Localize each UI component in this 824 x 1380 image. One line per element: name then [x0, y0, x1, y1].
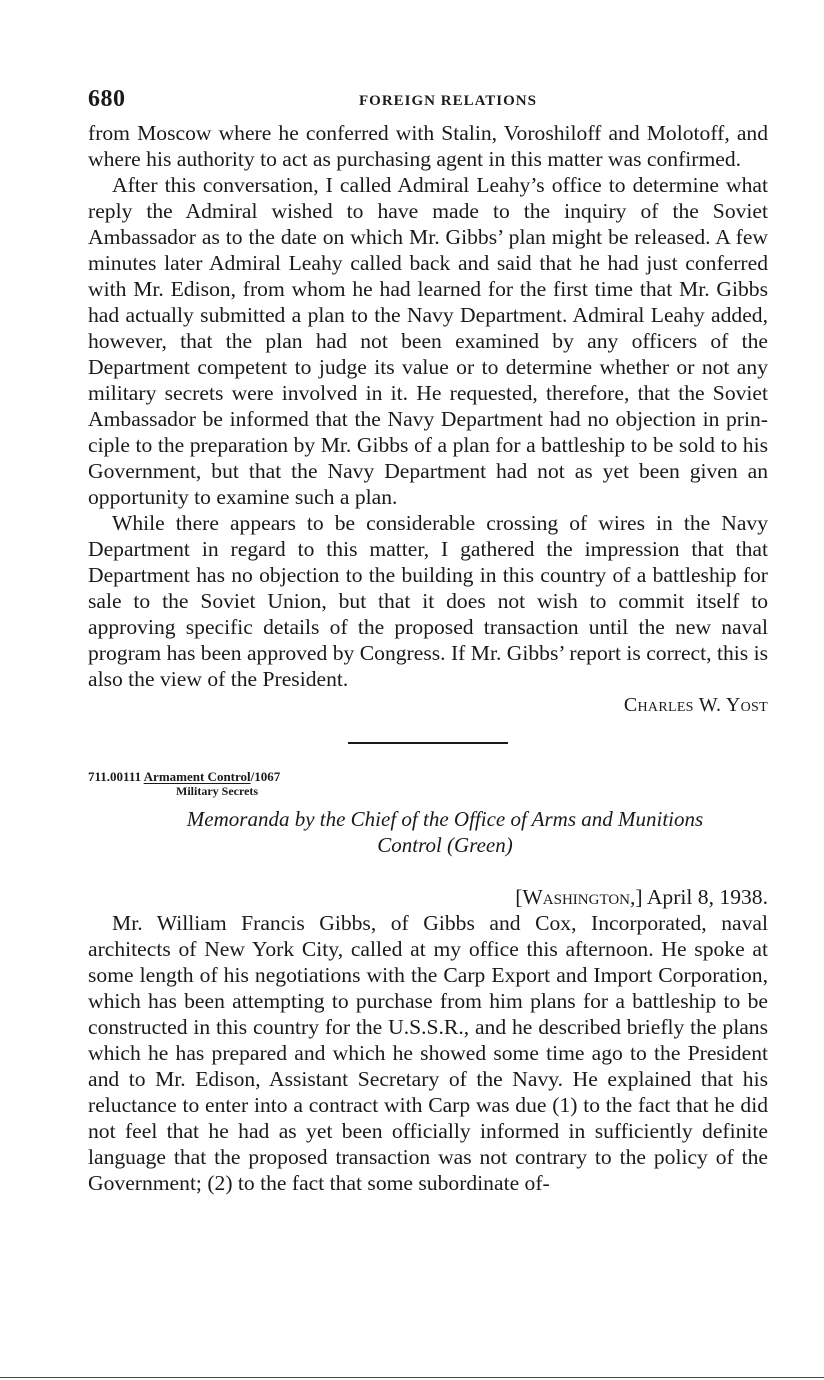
dateline: [88, 884, 768, 910]
paragraph: from Moscow where he conferred with Stalin, Voroshiloff and Molotoff, and where his authority to act as purchasing agent in this matter was confirmed.: [88, 121, 768, 171]
memo-title: [88, 806, 768, 858]
paragraph: Mr. William Francis Gibbs, of Gibbs and Cox, Incorporated, naval architects of New York City, called at my office this afternoon. He spoke at some length of his negotiations with the Carp Export and Import Corporation, which has been attempting to purchase from him plans for a battleship to be constructed in this country for the U.S.S.R., and he described briefly the plans which he has prepared and which he showed some time ago to the President and to Mr. Edison, Assistant Secretary of the Navy. He explained that his reluctance to enter into a contract with Carp was due (1) to the fact that he did not feel that he had as yet been officially informed in sufficiently definite language that the proposed transaction was not contrary to the policy of the Government; (2) to the fact that some subordinate of-: [88, 911, 768, 1195]
running-head: [88, 86, 768, 120]
signature: Charles W. Yost: [623, 694, 768, 716]
paragraph: While there appears to be considerable crossing of wires in the Navy Department in regard to this matter, I gathered the impression that that Department has no objection to the building in this country of a battleship for sale to the Soviet Union, but that it does not wish to commit itself to approving specific details of the proposed transaction until the new naval program has been approved by Congress. If Mr. Gibbs’ report is correct, this is also the view of the President.: [88, 511, 768, 691]
file-number: 711.00111: [88, 769, 142, 784]
file-reference: [88, 770, 768, 784]
paragraph: After this conversation, I called Admiral Leahy’s office to determine what reply the Admiral wished to have made to the inquiry of the Soviet Ambassador as to the date on which Mr. Gibbs’ plan might be released. A few minutes later Admiral Leahy called back and said that he had just conferred with Mr. Edison, from whom he had learned for the first time that Mr. Gibbs had actually submitted a plan to the Navy Department. Admiral Leahy added, however, that the plan had not been examined by any officers of the Department competent to judge its value or to determine whether or not any military secrets were involved in it. He requested, therefore, that the Soviet Ambassador be informed that the Navy Department had no objection in principle to the preparation by Mr. Gibbs of a plan for a battleship to be sold to his Government, but that the Navy Department had not as yet been given an opportunity to examine such a plan.: [88, 173, 768, 509]
dateline-date: April 8, 1938.: [646, 885, 768, 909]
page-number: 680: [88, 86, 126, 112]
file-subheading: Military Secrets: [176, 784, 259, 798]
file-subject: Armament Control: [143, 769, 251, 784]
document-page: [88, 86, 768, 1196]
file-document-number: /1067: [250, 769, 281, 784]
dateline-place: [Washington,]: [515, 885, 643, 909]
memo-title-line: Memoranda by the Chief of the Office of Arms and Munitions: [186, 807, 704, 831]
memo-body: [88, 910, 768, 1196]
previous-document-body: [88, 120, 768, 692]
page-bottom-edge: [0, 1377, 824, 1378]
memo-title-line: Control (Green): [377, 833, 513, 857]
section-divider: [348, 742, 508, 744]
running-head-title: FOREIGN RELATIONS: [358, 93, 537, 109]
